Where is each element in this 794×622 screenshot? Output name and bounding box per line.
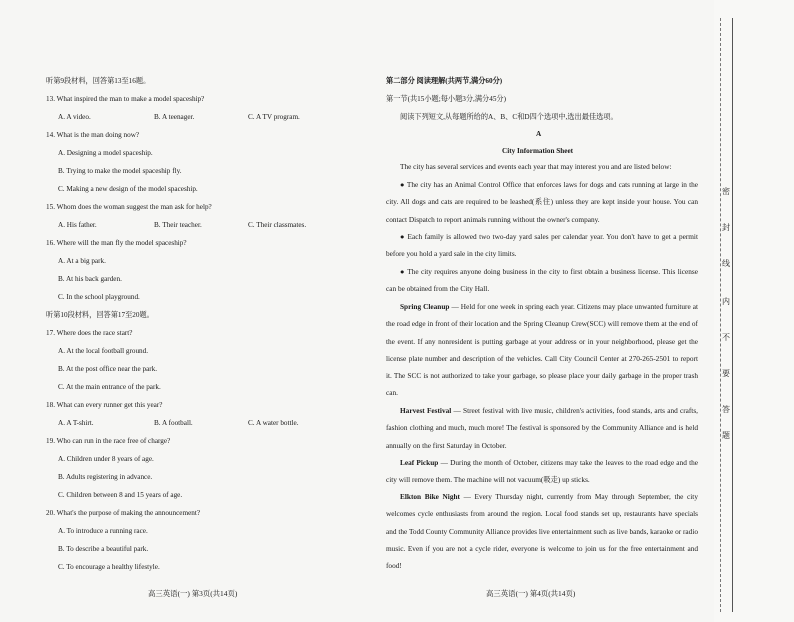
option-13c: C. A TV program.: [248, 113, 300, 121]
seal-notice-char: 要: [722, 369, 730, 378]
passage-title: City Information Sheet: [502, 147, 574, 155]
option-16b: B. At his back garden.: [58, 275, 122, 283]
harvest-festival-text: — Street festival with live music, children's activities, food stands, arts and crafts, fashion clothing and much, much more! The festival is sponsored by the Community Alliance and is held annually on the first Saturday in October.: [386, 406, 698, 450]
question-18: 18. What can every runner get this year?: [46, 401, 163, 409]
instruction-text: 阅读下列短文,从每题所给的A、B、C和D四个选项中,选出最佳选项。: [400, 113, 618, 121]
page-footer-3: 高三英语(一) 第3页(共14页): [148, 589, 238, 598]
section-heading-9: 听第9段材料，回答第13至16题。: [46, 77, 151, 85]
seal-notice-char: 线: [722, 259, 730, 268]
question-14: 14. What is the man doing now?: [46, 131, 140, 139]
seal-notice-char: 题: [722, 431, 730, 440]
seal-notice-char: 内: [722, 297, 730, 306]
leaf-pickup-text: — During the month of October, citizens may take the leaves to the road edge and the city will remove them. The machine will not vacuum(吸走) up sticks.: [386, 458, 698, 485]
seal-notice-char: 密: [722, 187, 730, 196]
option-19c: C. Children between 8 and 15 years of age.: [58, 491, 183, 499]
option-20c: C. To encourage a healthy lifestyle.: [58, 563, 160, 571]
option-18b: B. A football.: [154, 419, 193, 427]
option-16a: A. At a big park.: [58, 257, 106, 265]
question-20: 20. What's the purpose of making the announcement?: [46, 509, 201, 517]
passage-letter: A: [536, 130, 542, 138]
option-20b: B. To describe a beautiful park.: [58, 545, 149, 553]
option-14c: C. Making a new design of the model spaceship.: [58, 185, 198, 193]
option-17c: C. At the main entrance of the park.: [58, 383, 161, 391]
bullet-business-license: ● The city requires anyone doing business in the city to first obtain a business license. This license can be obtained from the City Hall.: [386, 267, 698, 294]
option-20a: A. To introduce a running race.: [58, 527, 148, 535]
section-heading-10: 听第10段材料，回答第17至20题。: [46, 311, 154, 319]
section-heading: 第一节(共15小题;每小题3分,满分45分): [386, 95, 506, 103]
option-15b: B. Their teacher.: [154, 221, 202, 229]
option-17a: A. At the local football ground.: [58, 347, 149, 355]
leaf-pickup-heading: Leaf Pickup: [400, 458, 439, 467]
option-19a: A. Children under 8 years of age.: [58, 455, 154, 463]
option-13b: B. A teenager.: [154, 113, 195, 121]
part-heading: 第二部分 阅读理解(共两节,满分60分): [386, 77, 503, 85]
bullet-animal-control: ● The city has an Animal Control Office that enforces laws for dogs and cats running at large in the city. All dogs and cats are required to be leashed(系住) unless they are kept inside your house. You can contact Dispatch to report animals running without the owner's company.: [386, 180, 698, 224]
harvest-festival-heading: Harvest Festival: [400, 406, 452, 415]
bullet-yard-sales: ● Each family is allowed two two-day yard sales per calendar year. You don't have to get a permit before you hold a yard sale in the city limits.: [386, 232, 698, 259]
seal-line-margin: [714, 0, 794, 622]
bike-night-text: — Every Thursday night, currently from May through September, the city welcomes cycle enthusiasts from around the region. Local food stands set up, restaurants have specials and the Todd County Community Alliance provides live entertainment such as live bands, karaoke or radio music. Even if you are not a cycle rider, everyone is welcome to join us for the free entertainment and food!: [386, 492, 698, 571]
option-17b: B. At the post office near the park.: [58, 365, 158, 373]
leaf-pickup-paragraph: [386, 454, 698, 489]
option-15c: C. Their classmates.: [248, 221, 307, 229]
seal-notice-char: 答: [722, 405, 730, 414]
spring-cleanup-paragraph: [386, 298, 698, 402]
question-19: 19. Who can run in the race free of charge?: [46, 437, 171, 445]
option-18a: A. A T-shirt.: [58, 419, 94, 427]
option-16c: C. In the school playground.: [58, 293, 140, 301]
dashed-cut-line: [720, 18, 721, 612]
question-17: 17. Where does the race start?: [46, 329, 133, 337]
option-19b: B. Adults registering in advance.: [58, 473, 153, 481]
option-14b: B. Trying to make the model spaceship fly.: [58, 167, 182, 175]
bike-night-paragraph: [386, 488, 698, 574]
spring-cleanup-text: — Held for one week in spring each year. Citizens may place unwanted furniture at the road edge in front of their location and the Spring Cleanup Crew(SCC) will remove them at the end of the event. If any nonresident is putting garbage at your address or in your neighborhood, please get the license plate number and description of the vehicles. Call City Council Center at 270-265-2501 to report it. The SCC is not authorized to take your garbage, so please place your daily garbage in the proper trash can.: [386, 302, 698, 398]
bike-night-heading: Elkton Bike Night: [400, 492, 460, 501]
seal-notice-char: 不: [722, 333, 730, 342]
page-footer-4: 高三英语(一) 第4页(共14页): [486, 589, 576, 598]
question-13: 13. What inspired the man to make a model spaceship?: [46, 95, 205, 103]
option-18c: C. A water bottle.: [248, 419, 299, 427]
seal-border-line: [732, 18, 733, 612]
question-15: 15. Whom does the woman suggest the man ask for help?: [46, 203, 212, 211]
harvest-festival-paragraph: [386, 402, 698, 454]
option-15a: A. His father.: [58, 221, 97, 229]
passage-intro: The city has several services and events each year that may interest you and are listed below:: [400, 162, 672, 171]
option-14a: A. Designing a model spaceship.: [58, 149, 153, 157]
option-13a: A. A video.: [58, 113, 91, 121]
seal-notice-char: 封: [722, 223, 730, 232]
spring-cleanup-heading: Spring Cleanup: [400, 302, 450, 311]
question-16: 16. Where will the man fly the model spaceship?: [46, 239, 187, 247]
